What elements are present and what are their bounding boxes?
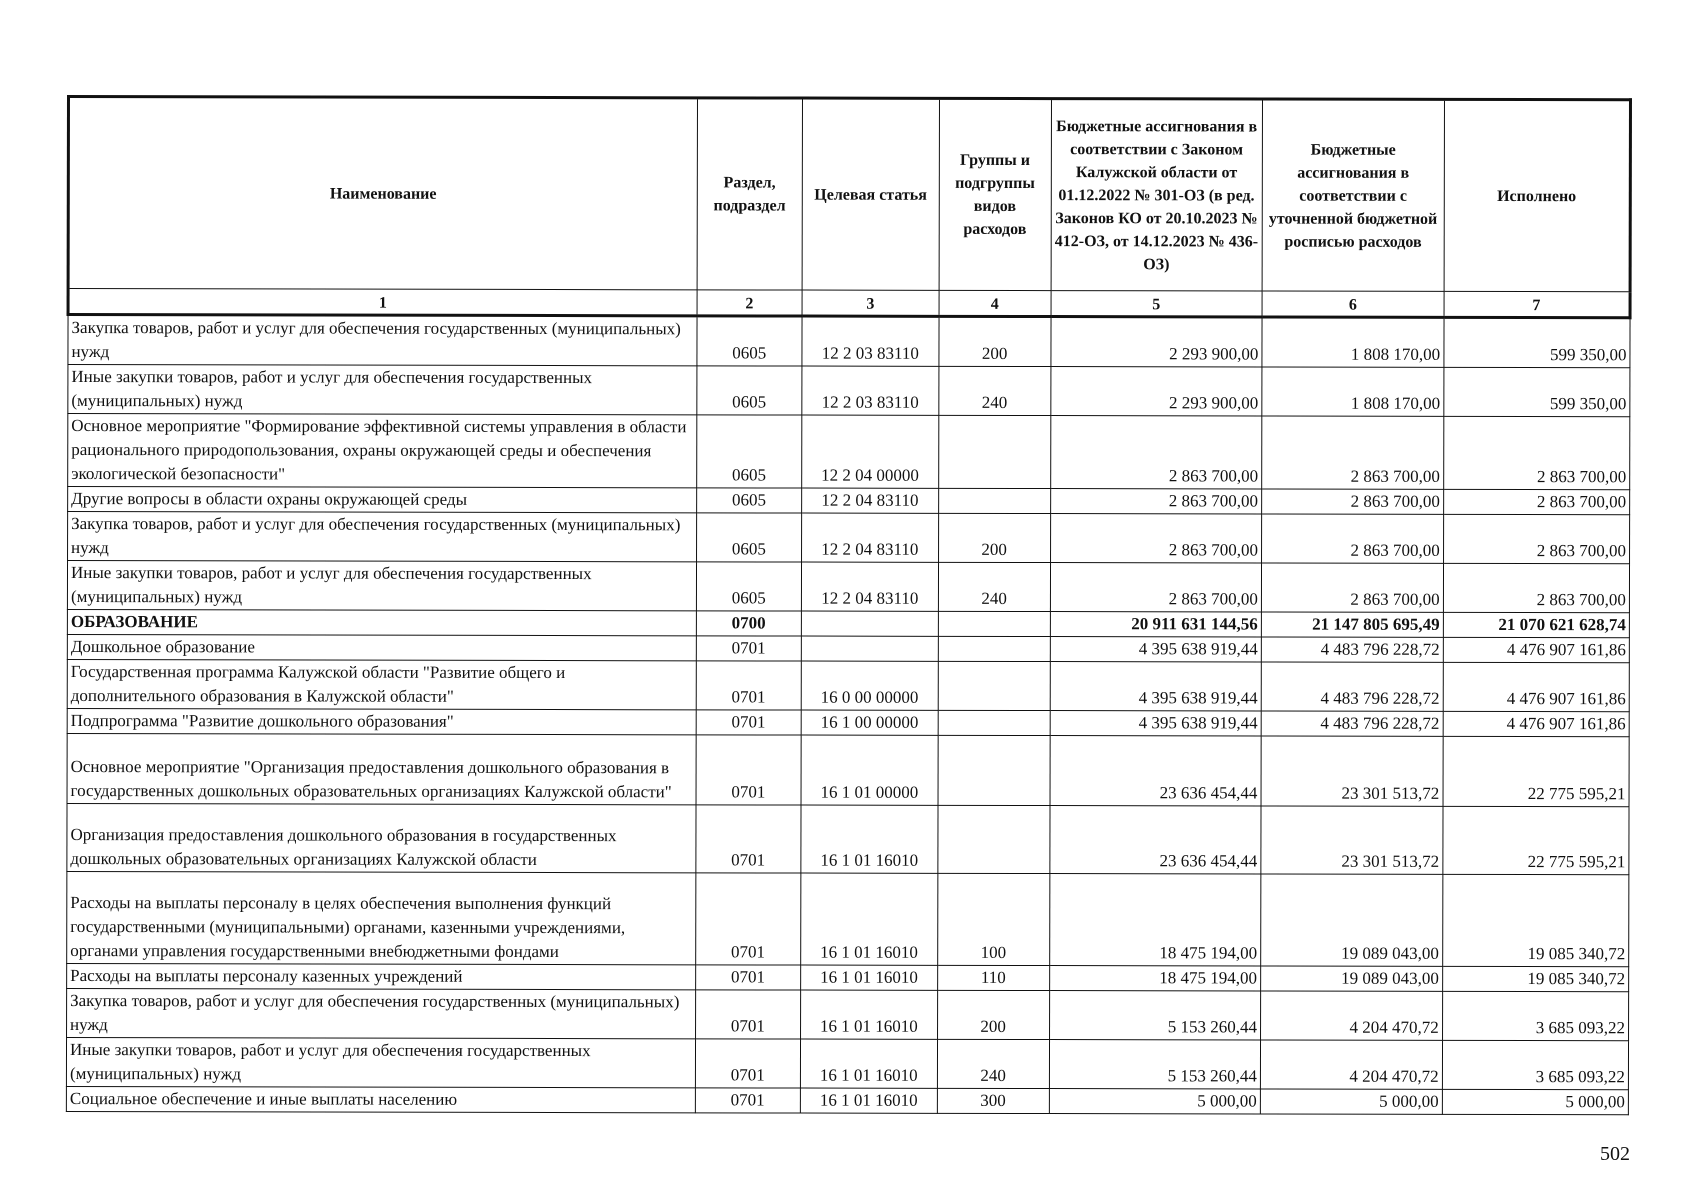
row-law-amount: 5 000,00 (1049, 1089, 1260, 1114)
row-law-amount: 18 475 194,00 (1049, 874, 1261, 966)
table-row (67, 989, 1629, 1041)
page-number: 502 (1600, 1143, 1630, 1165)
row-article: 16 1 01 16010 (801, 873, 938, 965)
row-article: 16 1 01 00000 (801, 735, 938, 805)
row-expense-group (938, 488, 1050, 513)
row-plan-amount: 1 808 170,00 (1262, 367, 1444, 416)
row-name: Иные закупки товаров, работ и услуг для обеспечения государственных (муниципальных) нужд (67, 561, 696, 611)
row-name: Другие вопросы в области охраны окружающей среды (68, 487, 697, 513)
row-article: 16 1 00 00000 (801, 710, 938, 735)
row-plan-amount: 2 863 700,00 (1262, 416, 1444, 489)
row-executed-amount: 599 350,00 (1444, 367, 1630, 416)
table-row (67, 872, 1629, 967)
row-plan-amount: 23 301 513,72 (1261, 806, 1443, 874)
row-law-amount: 23 636 454,44 (1050, 736, 1262, 806)
row-expense-group (938, 735, 1050, 805)
row-executed-amount: 5 000,00 (1442, 1089, 1628, 1114)
header-plan-allocation: Бюджетные ассигнования в соответствии с уточненной бюджетной росписью расходов (1262, 99, 1444, 291)
row-expense-group (938, 805, 1050, 873)
header-row (68, 97, 1630, 292)
row-name: Иные закупки товаров, работ и услуг для обеспечения государственных (муниципальных) нужд (66, 1038, 695, 1088)
row-name: Закупка товаров, работ и услуг для обеспечения государственных (муниципальных) нужд (68, 512, 697, 562)
row-section: 0701 (695, 1088, 800, 1113)
row-executed-amount: 4 476 907 161,86 (1443, 711, 1629, 736)
row-expense-group: 110 (937, 965, 1049, 990)
row-expense-group: 240 (938, 562, 1050, 611)
row-expense-group: 200 (937, 990, 1049, 1039)
row-article (801, 611, 938, 636)
table-row (67, 709, 1629, 737)
column-number: 5 (1051, 291, 1262, 317)
row-name: Основное мероприятие "Формирование эффективной системы управления в области рационального природопользования, охраны окружающей среды и обеспечения экологической безопасности" (68, 414, 697, 488)
row-section: 0700 (696, 611, 801, 636)
row-section: 0701 (695, 965, 800, 990)
row-section: 0605 (696, 562, 801, 611)
row-executed-amount: 22 775 595,21 (1443, 736, 1629, 806)
row-plan-amount: 23 301 513,72 (1261, 736, 1443, 806)
row-law-amount: 2 863 700,00 (1050, 514, 1262, 563)
header-expense-group: Группы и подгруппы видов расходов (939, 98, 1051, 290)
column-number: 1 (68, 289, 697, 316)
table-row (67, 635, 1629, 663)
row-section: 0605 (697, 366, 802, 415)
column-number: 3 (802, 290, 939, 316)
row-expense-group: 240 (939, 366, 1051, 415)
row-article (801, 636, 938, 661)
row-section: 0701 (695, 873, 800, 965)
row-section: 0701 (695, 1039, 800, 1088)
row-section: 0605 (696, 415, 801, 488)
row-expense-group: 200 (938, 513, 1050, 562)
table-row (68, 512, 1630, 564)
table-row (67, 561, 1629, 613)
row-law-amount: 5 153 260,44 (1049, 1040, 1261, 1089)
row-law-amount: 4 395 638 919,44 (1050, 637, 1261, 662)
column-number: 4 (939, 290, 1051, 316)
row-name: Дошкольное образование (67, 635, 696, 661)
header-name: Наименование (68, 97, 697, 290)
row-article: 12 2 04 83110 (801, 513, 938, 562)
row-section: 0701 (696, 636, 801, 661)
row-executed-amount: 2 863 700,00 (1443, 416, 1629, 489)
row-expense-group: 300 (937, 1088, 1049, 1113)
row-executed-amount: 599 350,00 (1444, 317, 1630, 367)
row-law-amount: 18 475 194,00 (1049, 966, 1260, 991)
row-plan-amount: 4 204 470,72 (1260, 991, 1442, 1040)
row-law-amount: 2 863 700,00 (1050, 489, 1261, 514)
row-law-amount: 2 863 700,00 (1050, 416, 1262, 489)
header-law-allocation: Бюджетные ассигнования в соответствии с Законом Калужской области от 01.12.2022 № 301-ОЗ (в ред. Законов КО от 20.10.2023 № 412-ОЗ, от 14.12.2023 № 436-ОЗ) (1051, 99, 1263, 291)
column-number: 2 (697, 290, 802, 316)
column-number: 6 (1262, 291, 1444, 317)
row-expense-group (938, 661, 1050, 710)
row-name: Закупка товаров, работ и услуг для обеспечения государственных (муниципальных) нужд (67, 989, 696, 1039)
table-row (68, 414, 1630, 490)
row-expense-group (938, 611, 1050, 636)
table-row (67, 610, 1629, 638)
row-name: Расходы на выплаты персоналу казенных учреждений (67, 964, 696, 990)
row-plan-amount: 19 089 043,00 (1261, 874, 1443, 966)
header-section: Раздел, подраздел (697, 98, 803, 290)
row-plan-amount: 4 483 796 228,72 (1261, 711, 1443, 736)
row-name: Иные закупки товаров, работ и услуг для обеспечения государственных (муниципальных) нужд (68, 365, 697, 415)
table-row (67, 804, 1629, 875)
table-row (67, 660, 1629, 712)
row-executed-amount: 4 476 907 161,86 (1443, 637, 1629, 662)
row-law-amount: 2 293 900,00 (1050, 367, 1262, 416)
row-plan-amount: 4 204 470,72 (1260, 1040, 1442, 1089)
row-plan-amount: 21 147 805 695,49 (1261, 612, 1443, 637)
row-expense-group (938, 636, 1050, 661)
row-article: 16 1 01 16010 (800, 1039, 937, 1088)
table-row (67, 734, 1629, 807)
row-section: 0701 (696, 805, 801, 873)
row-article: 16 1 01 16010 (800, 1088, 937, 1113)
row-executed-amount: 19 085 340,72 (1442, 966, 1628, 991)
row-expense-group (938, 710, 1050, 735)
row-law-amount: 2 293 900,00 (1050, 317, 1262, 367)
column-number: 7 (1444, 291, 1630, 317)
row-law-amount: 4 395 638 919,44 (1050, 711, 1261, 736)
row-plan-amount: 19 089 043,00 (1261, 966, 1443, 991)
row-executed-amount: 2 863 700,00 (1443, 489, 1629, 514)
row-law-amount: 20 911 631 144,56 (1050, 612, 1261, 637)
row-name: Закупка товаров, работ и услуг для обеспечения государственных (муниципальных) нужд (68, 315, 697, 366)
row-plan-amount: 2 863 700,00 (1261, 514, 1443, 563)
header-executed: Исполнено (1444, 99, 1631, 291)
row-section: 0701 (696, 661, 801, 710)
row-plan-amount: 4 483 796 228,72 (1261, 637, 1443, 662)
row-section: 0701 (696, 710, 801, 735)
row-section: 0605 (696, 513, 801, 562)
row-executed-amount: 3 685 093,22 (1442, 1040, 1628, 1089)
table-row (68, 365, 1630, 417)
row-article: 16 0 00 00000 (801, 661, 938, 710)
row-law-amount: 23 636 454,44 (1049, 806, 1261, 874)
row-expense-group (938, 415, 1050, 488)
table-row (68, 487, 1630, 515)
row-executed-amount: 19 085 340,72 (1442, 874, 1628, 966)
column-number-row (68, 289, 1630, 318)
row-section: 0605 (697, 316, 802, 366)
row-law-amount: 4 395 638 919,44 (1050, 662, 1262, 711)
row-section: 0701 (695, 990, 800, 1039)
row-name: ОБРАЗОВАНИЕ (67, 610, 696, 636)
row-plan-amount: 2 863 700,00 (1262, 489, 1444, 514)
row-expense-group: 200 (939, 316, 1051, 366)
row-executed-amount: 2 863 700,00 (1443, 563, 1629, 612)
row-article: 12 2 04 83110 (801, 562, 938, 611)
row-executed-amount: 3 685 093,22 (1442, 991, 1628, 1040)
row-name: Подпрограмма "Развитие дошкольного образования" (67, 709, 696, 735)
row-plan-amount: 2 863 700,00 (1261, 563, 1443, 612)
row-law-amount: 2 863 700,00 (1050, 563, 1262, 612)
row-law-amount: 5 153 260,44 (1049, 991, 1261, 1040)
row-name: Основное мероприятие "Организация предоставления дошкольного образования в государственных дошкольных образовательных организациях Калужской области" (67, 734, 696, 805)
table-row (66, 1087, 1628, 1115)
row-name: Расходы на выплаты персоналу в целях обеспечения выполнения функций государственными (муниципальными) органами, казенными учреждениями, органами управления государственными внебюджетными фондами (67, 872, 696, 965)
row-article: 16 1 01 16010 (801, 805, 938, 873)
row-section: 0605 (696, 488, 801, 513)
row-name: Социальное обеспечение и иные выплаты населению (66, 1087, 695, 1113)
table-row (66, 1038, 1628, 1090)
row-executed-amount: 22 775 595,21 (1443, 806, 1629, 874)
row-plan-amount: 4 483 796 228,72 (1261, 662, 1443, 711)
row-executed-amount: 21 070 621 628,74 (1443, 612, 1629, 637)
row-article: 12 2 03 83110 (802, 366, 939, 415)
header-article: Целевая статья (802, 98, 939, 290)
row-section: 0701 (696, 735, 801, 805)
table-row (68, 315, 1630, 368)
row-executed-amount: 4 476 907 161,86 (1443, 662, 1629, 711)
table-body (66, 315, 1630, 1115)
row-name: Организация предоставления дошкольного образования в государственных дошкольных образовательных организациях Калужской области (67, 804, 696, 873)
row-plan-amount: 1 808 170,00 (1262, 317, 1444, 367)
row-article: 12 2 03 83110 (802, 316, 939, 366)
row-name: Государственная программа Калужской области "Развитие общего и дополнительного образования в Калужской области" (67, 660, 696, 710)
row-article: 12 2 04 00000 (802, 415, 939, 488)
row-article: 12 2 04 83110 (802, 488, 939, 513)
table-row (67, 964, 1629, 992)
row-expense-group: 100 (937, 873, 1049, 965)
budget-table (65, 95, 1632, 1115)
row-article: 16 1 01 16010 (800, 990, 937, 1039)
row-executed-amount: 2 863 700,00 (1443, 514, 1629, 563)
row-expense-group: 240 (937, 1039, 1049, 1088)
row-plan-amount: 5 000,00 (1260, 1089, 1442, 1114)
row-article: 16 1 01 16010 (801, 965, 938, 990)
